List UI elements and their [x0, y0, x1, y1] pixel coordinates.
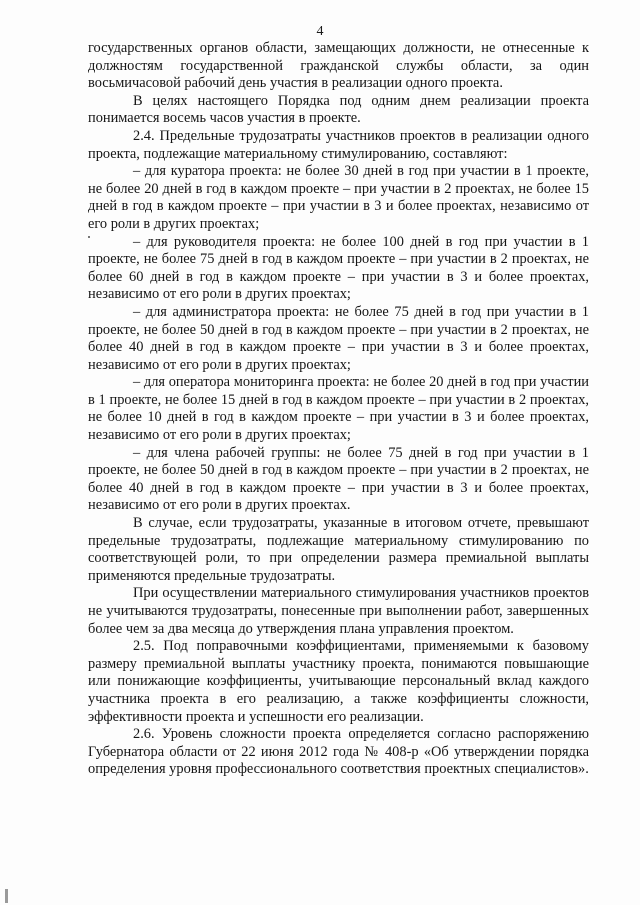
list-item-working-group-member: – для члена рабочей группы: не более 75 дней в год при участии в 1 проекте, не более 50 дней в год в каждом проекте – при участии в 2 проектах, не более 40 дней в год в каждом проекте – при участии в 3 и более проектах, независимо от его роли в других проектах. — [88, 444, 589, 514]
scan-edge-mark — [5, 889, 8, 903]
paragraph-continuation: государственных органов области, замещающих должности, не отнесенные к должностям государственной гражданской службы области, за один восьмичасовой рабочий день участия в реализации одного проекта. — [88, 40, 589, 92]
list-item-project-administrator: – для администратора проекта: не более 75 дней в год при участии в 1 проекте, не более 50 дней в год в каждом проекте – при участии в 2 проектах, не более 40 дней в год в каждом проекте – при участии в 3 и более проектах, независимо от его роли в других проектах; — [88, 303, 589, 373]
list-item-monitoring-operator: – для оператора мониторинга проекта: не более 20 дней в год при участии в 1 проекте, не более 15 дней в год в каждом проекте – при участии в 2 проектах, не более 10 дней в год в каждом проекте – при участии в 3 и более проектах, независимо от его роли в других проектах; — [88, 374, 589, 444]
paragraph-project-day-definition: В целях настоящего Порядка под одним днем реализации проекта понимается восемь часов участия в проекте. — [88, 92, 589, 127]
list-item-project-manager: – для руководителя проекта: не более 100 дней в год при участии в 1 проекте, не более 75 дней в год в каждом проекте – при участии в 2 проектах, не более 60 дней в год в каждом проекте – при участии в 3 и более проектах, независимо от его роли в других проектах; — [88, 233, 589, 303]
page-number: 4 — [316, 24, 324, 39]
scan-speck — [88, 236, 90, 238]
list-item-curator: – для куратора проекта: не более 30 дней в год при участии в 1 проекте, не более 20 дней в год в каждом проекте – при участии в 2 проектах, не более 15 дней в год в каждом проекте – при участии в 3 и более проектах, независимо от его роли в других проектах; — [88, 163, 589, 232]
paragraph-excess-labor: В случае, если трудозатраты, указанные в итоговом отчете, превышают предельные трудозатраты, подлежащие материальному стимулированию по соответствующей роли, то при определении размера премиальной выплаты применяются предельные трудозатраты. — [88, 515, 589, 584]
paragraph-2-6-complexity-level: 2.6. Уровень сложности проекта определяется согласно распоряжению Губернатора области от 22 июня 2012 года № 408-р «Об утверждении порядка определения уровня профессионального соответствия проектных специалистов». — [88, 726, 589, 778]
paragraph-excluded-labor: При осуществлении материального стимулирования участников проектов не учитываются трудозатраты, понесенные при выполнении работ, завершенных более чем за два месяца до утверждения плана управления проектом. — [88, 585, 589, 637]
paragraph-2-5-correction-coefficients: 2.5. Под поправочными коэффициентами, применяемыми к базовому размеру премиальной выплаты участнику проекта, понимаются повышающие или понижающие коэффициенты, учитывающие персональный вклад каждого участника проекта в его реализацию, а также коэффициенты сложности, эффективности проекта и успешности его реализации. — [88, 638, 589, 725]
paragraph-2-4-labor-limits: 2.4. Предельные трудозатраты участников проектов в реализации одного проекта, подлежащие материальному стимулированию, составляют: — [88, 127, 589, 162]
document-body — [88, 40, 589, 779]
